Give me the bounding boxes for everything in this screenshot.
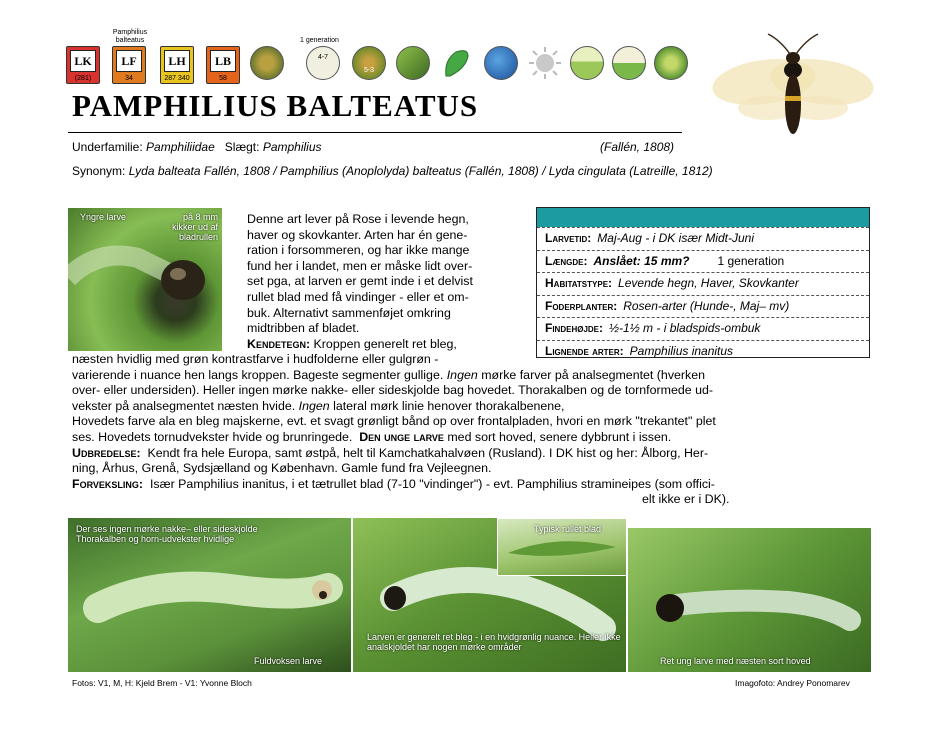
rolled-leaf-caption: Typisk rullet blad (534, 524, 602, 534)
hedge-icon (654, 46, 688, 80)
facts-table (536, 207, 870, 358)
full-grown-larva-photo (68, 518, 351, 672)
facts-row-lignende: Lignende arter: Pamphilius inanitus (537, 340, 869, 363)
facts-row-foderplanter: Foderplanter: Rosen-arter (Hunde-, Maj– mv) (537, 295, 869, 318)
facts-row-larvetid: Larvetid: Maj-Aug - i DK især Midt-Juni (537, 227, 869, 250)
facts-row-habitat: Habitatstype: Levende hegn, Haver, Skovkanter (537, 272, 869, 295)
generation-small-label: 1 generation (300, 37, 339, 44)
pale-larva-caption-bottom: Larven er generelt ret bleg - i en hvidgrønlig nuance. Heller ikke analskjoldet har nogen mørke områder (367, 632, 621, 652)
imago-credit: Imagofoto: Andrey Ponomarev (735, 678, 850, 688)
season-range-icon: 4-7 (306, 46, 340, 80)
rolled-leaf-inset-photo (497, 518, 627, 576)
facts-header-bar (537, 208, 869, 227)
leaf-roll-icon (440, 46, 472, 82)
larva-photo-icon[interactable] (250, 46, 284, 80)
young-dark-caption-bottom: Ret ung larve med næsten sort hoved (660, 656, 811, 666)
taxonomy-line: Underfamilie: Pamphiliidae Slægt: Pamphilius (72, 140, 322, 154)
description-text: næsten hvidlig med grøn kontrastfarve i hudfolderne eller gulgrøn - varierende i nuance hen langs kroppen. Bageste segmenter gullige. Ingen mørke farver på analsegmentet (hverken over- eller undersiden). Heller ingen mørke nakke- eller sideskjolde bag hovedet. Thorakalben og de tornformede ud- vekster på analsegmentet næsten hvide. Ingen lateral mørk linie henover thorakalbenene, Hovedets farve ala en bleg majskerne, evt. et svagt grønligt bånd op over frontalpladen, hvori en mørk "trekantet" plet ses. Hovedets tornudvekster hvide og brunringede. Den unge larve med sort hoved, senere dybbrunt i issen. Udbredelse: Kendt fra hele Europa, samt østpå, helt til Kamchatkahalvøen (Rusland). I DK hist og her: Ålborg, Her- ning, Århus, Grenå, Sydsjælland og København. Gamle fund fra Vejleegnen. Forveksling: Især Pamphilius inanitus, i et tætrullet blad (7-10 "vindinger") - evt. Pamphilius stramineipes (som offici- elt ikke er i DK). (72, 352, 730, 507)
facts-row-laengde: Længde: Anslået: 15 mm? 1 generation (537, 250, 869, 273)
facts-row-findehoejde: Findehøjde: ½-1½ m - i bladspids-ombuk (537, 317, 869, 340)
full-grown-caption-top: Der ses ingen mørke nakke– eller sideskjolde Thorakalben og horn-udvekster hvidlige (76, 524, 258, 544)
landscape-icon (570, 46, 604, 80)
title-rule (68, 132, 682, 133)
full-grown-caption-bottom: Fuldvoksen larve (254, 656, 323, 666)
young-larva-caption-left: Yngre larve (80, 212, 127, 222)
unge-larve-label: Den unge larve (359, 429, 444, 444)
garden-icon (612, 46, 646, 80)
young-larva-photo (68, 208, 222, 351)
forveksling-label: Forveksling: (72, 476, 144, 491)
adult-sawfly-image (706, 30, 880, 142)
page-title: PAMPHILIUS BALTEATUS (72, 88, 479, 123)
intro-text: Denne art lever på Rose i levende hegn, haver og skovkanter. Arten har én gene- ration i forsommeren, og har ikke mange fund her i landet, men er måske lidt over- set pga, at larven er gemt inde i et delvist rullet blad med få vindinger - eller et om- buk. Alternativt sammenføjet omkring midtribben af bladet. Kendetegn: Kroppen generelt ret bleg, (247, 212, 473, 351)
book-lh-icon[interactable]: LH 287 340 (160, 46, 194, 84)
species-small-label: Pamphilius balteatus (112, 29, 148, 44)
kendetegn-label: Kendetegn: (247, 336, 311, 351)
synonym-line: Synonym: Lyda balteata Fallén, 1808 / Pamphilius (Anoplolyda) balteatus (Fallén, 1808) / Lyda cingulata (Latreille, 1812) (72, 164, 713, 178)
young-dark-head-larva-photo (628, 528, 871, 672)
udbredelse-label: Udbredelse: (72, 445, 141, 460)
sun-icon (528, 46, 560, 82)
book-lf-icon[interactable]: LF 34 (112, 46, 146, 84)
food-plant-icon: 5-3 (352, 46, 386, 80)
photo-credits: Fotos: V1, M, H: Kjeld Brem - V1: Yvonne Bloch (72, 678, 252, 688)
book-lb-icon[interactable]: LB 58 (206, 46, 240, 84)
author-text: (Fallén, 1808) (600, 140, 675, 154)
young-larva-caption-right: på 8 mm kikker ud af bladrullen (171, 212, 218, 242)
globe-icon (484, 46, 518, 80)
book-lk-icon[interactable]: LK (281) (66, 46, 100, 84)
habitat-icon (396, 46, 430, 80)
